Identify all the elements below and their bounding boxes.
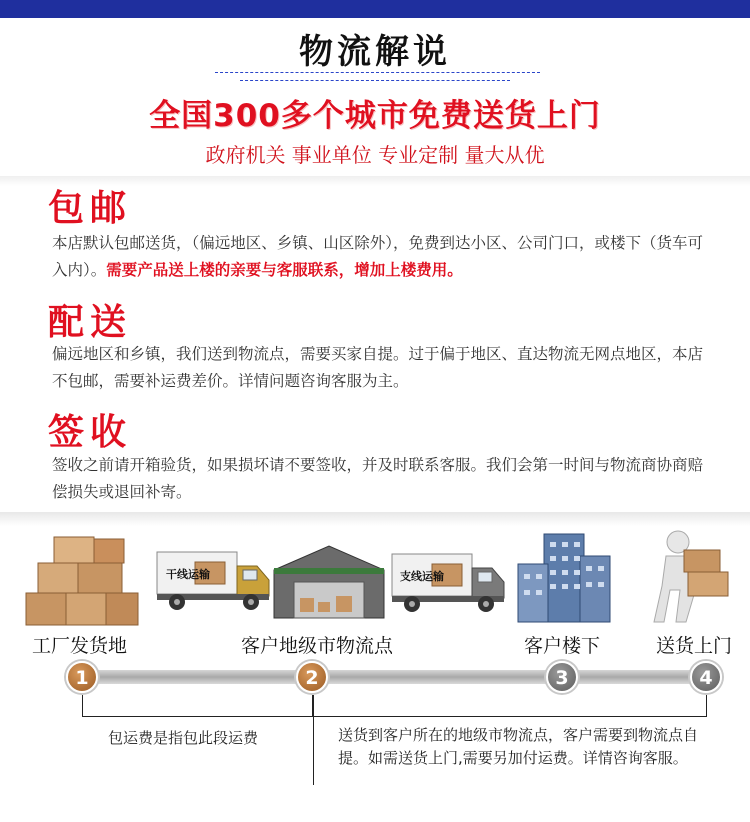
- timeline-node-1: 1: [66, 661, 98, 693]
- truck-label-branch: 支线运输: [400, 570, 444, 583]
- title-divider-short: [240, 80, 510, 81]
- node-label-factory: 工厂发货地: [32, 635, 128, 657]
- bracket-paid-segment: [313, 695, 707, 717]
- timeline-node-2: 2: [296, 661, 328, 693]
- bracket-free-segment: [82, 695, 313, 717]
- building-icon: [514, 530, 614, 624]
- page-title: 物流解说: [299, 32, 451, 72]
- title-divider: [215, 72, 540, 73]
- section-title-delivery: 配送: [48, 302, 133, 343]
- section-text-signing: 签收之前请开箱验货，如果损坏请不要签收，并及时联系客服。我们会第一时间与物流商协商赔偿损失或退回补寄。: [52, 456, 704, 501]
- bracket-drop-line: [313, 695, 314, 785]
- section-text-free-shipping: [52, 230, 712, 284]
- section-text-delivery: 偏远地区和乡镇，我们送到物流点，需要买家自提。过于偏于地区、直达物流无网点地区，本店不包邮，需要补运费差价。详情问题咨询客服为主。: [52, 345, 704, 390]
- top-bar: [0, 0, 750, 18]
- truck-label-trunk: 干线运输: [166, 568, 210, 581]
- node-label-door-delivery: 送货上门: [656, 635, 733, 657]
- boxes-illustration: [18, 535, 143, 630]
- free-shipping-highlight: 需要产品送上楼的亲要与客服联系，增加上楼费用。: [106, 261, 463, 279]
- delivery-person-icon: [640, 528, 740, 624]
- flow-divider: [0, 512, 750, 526]
- headline: 全国300多个城市免费送货上门: [149, 98, 601, 134]
- timeline-node-4: 4: [690, 661, 722, 693]
- note-free-segment: 包运费是指包此段运费: [108, 729, 259, 747]
- timeline-node-3: 3: [546, 661, 578, 693]
- warehouse-icon: [270, 540, 388, 622]
- section-title-free-shipping: 包邮: [48, 188, 133, 229]
- free-shipping-text: 本店默认包邮送货，（偏远地区、乡镇、山区除外），免费到达小区、公司门口，或楼下（货车可入内）。: [52, 234, 704, 279]
- timeline-bar: [80, 670, 710, 684]
- section-title-signing: 签收: [48, 412, 133, 453]
- note-paid-segment: 送货到客户所在的地级市物流点，客户需要到物流点自提。如需送货上门,需要另加付运费。详情咨询客服。: [338, 726, 699, 767]
- node-label-city-depot: 客户地级市物流点: [241, 635, 394, 657]
- subline: 政府机关 事业单位 专业定制 量大从优: [205, 143, 545, 167]
- node-label-downstairs: 客户楼下: [524, 635, 601, 657]
